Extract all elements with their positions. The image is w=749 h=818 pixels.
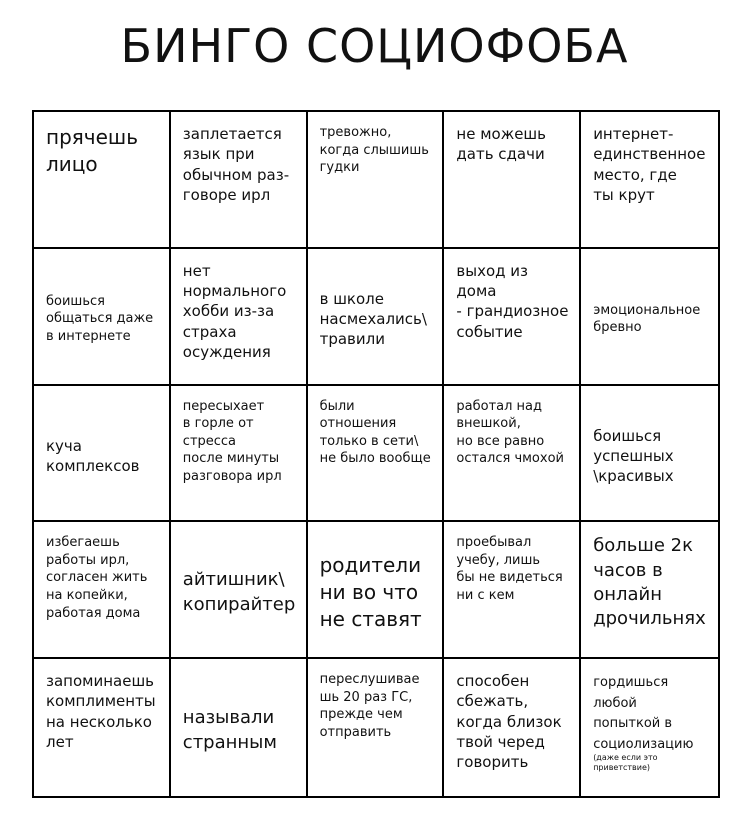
bingo-cell [34, 249, 171, 386]
bingo-cell [308, 386, 445, 523]
cell-text: проебывал учебу, лишь бы не видеться ни с кем [456, 535, 563, 604]
bingo-cell [34, 386, 171, 523]
cell-text: нет нормального хобби из-за страха осуждения [182, 261, 287, 361]
bingo-cell [444, 659, 581, 796]
bingo-cell [34, 522, 171, 659]
cell-text: гордишься любой попыткой в социолизацию [593, 675, 694, 752]
bingo-cell [444, 112, 581, 249]
bingo-cell [171, 112, 308, 249]
cell-text: прячешь лицо [46, 125, 139, 176]
cell-text: родители ни во что не ставят [319, 553, 422, 632]
cell-text: выход из дома - грандиозное событие [456, 261, 569, 341]
cell-text: не можешь дать сдачи [456, 125, 546, 164]
cell-text: были отношения только в сети\ не было вообще [319, 398, 431, 467]
bingo-grid [32, 110, 720, 798]
cell-text: переслушивае шь 20 раз ГС, прежде чем отправить [319, 672, 420, 740]
bingo-cell [308, 522, 445, 659]
bingo-cell [444, 249, 581, 386]
bingo-cell [171, 659, 308, 796]
cell-text: работал над внешкой, но все равно остался чмохой [456, 398, 564, 467]
bingo-cell [581, 522, 718, 659]
cell-text: способен сбежать, когда близок твой черед говорить [456, 672, 562, 772]
bingo-cell [34, 112, 171, 249]
cell-text: тревожно, когда слышишь гудки [319, 125, 429, 176]
bingo-cell [444, 386, 581, 523]
bingo-cell [34, 659, 171, 796]
bingo-cell [171, 249, 308, 386]
cell-footnote: (даже если это приветствие) [593, 753, 658, 772]
bingo-cell [171, 522, 308, 659]
cell-text: эмоциональное бревно [593, 302, 701, 336]
page-title: БИНГО СОЦИОФОБА [120, 19, 629, 73]
cell-text: заплетается язык при обычном раз- говоре ирл [182, 125, 290, 204]
cell-text: куча комплексов [46, 436, 140, 475]
bingo-cell [308, 112, 445, 249]
bingo-cell [581, 386, 718, 523]
bingo-cell [581, 112, 718, 249]
bingo-cell [581, 659, 718, 796]
cell-text: в школе насмехались\ травили [319, 289, 427, 349]
cell-text: боишься общаться даже в интернете [46, 293, 154, 344]
cell-text: айтишник\ копирайтер [182, 569, 296, 615]
bingo-cell [171, 386, 308, 523]
cell-text: пересыхает в горле от стресса после минуты разговора ирл [182, 398, 282, 484]
cell-text: боишься успешных \красивых [593, 426, 674, 486]
cell-text: запоминаешь комплименты на несколько лет [46, 672, 156, 751]
bingo-cell [308, 659, 445, 796]
bingo-cell [444, 522, 581, 659]
cell-text: больше 2к часов в онлайн дрочильнях [593, 535, 706, 630]
bingo-cell [308, 249, 445, 386]
cell-text: интернет- единственное место, где ты крут [593, 125, 706, 204]
bingo-cell [581, 249, 718, 386]
cell-text: называли странным [182, 707, 277, 753]
cell-text: избегаешь работы ирл, согласен жить на копейки, работая дома [46, 535, 148, 621]
